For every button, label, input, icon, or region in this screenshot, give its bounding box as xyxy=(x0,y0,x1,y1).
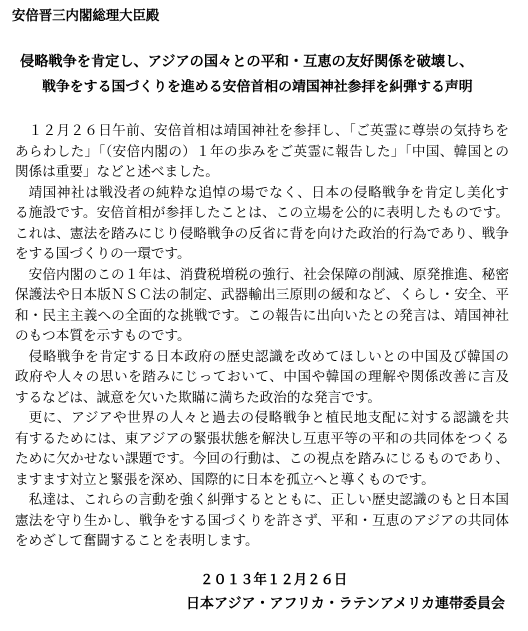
addressee: 安倍晋三内閣総理大臣殿 xyxy=(12,9,160,24)
body-line: これは、憲法を踏みにじり侵略戦争の反省に背を向けた政治的行為であり、戦争 xyxy=(15,225,509,242)
body-line: 更に、アジアや世界の人々と過去の侵略戦争と植民地支配に対する認識を共 xyxy=(28,410,509,426)
body-line: 侵略戦争を肯定する日本政府の歴史認識を改めてほしいとの中国及び韓国の xyxy=(28,348,509,365)
statement-body xyxy=(15,121,511,552)
body-line: をめざして奮闘することを表明します。 xyxy=(15,533,259,549)
paragraph-3 xyxy=(15,265,511,347)
body-line: するなどは、誠意を欠いた欺瞞に満ちた政治的な発言です。 xyxy=(15,389,381,406)
statement-title-line-1: 侵略戦争を肯定し、アジアの国々との平和・互恵の友好関係を破壊し、 xyxy=(20,54,474,70)
body-line: ますます対立と緊張を深め、国際的に日本を孤立へと導くものです。 xyxy=(15,471,435,488)
body-line: のもつ本質を示すものです。 xyxy=(15,328,191,344)
body-line: 有するためには、東アジアの緊張状態を解決し互恵平等の平和の共同体をつくる xyxy=(15,430,509,447)
body-line: る施設です。安倍首相が参拝したことは、この立場を公的に表明したものです。 xyxy=(15,205,509,221)
body-line: 保護法や日本版ＮＳＣ法の制定、武器輸出三原則の緩和など、くらし・安全、平 xyxy=(15,287,509,303)
body-line: 関係は重要」などと述べました。 xyxy=(15,164,219,180)
body-line: をする国づくりの一環です。 xyxy=(15,246,191,262)
body-line: あらわした」「（安倍内閣の）１年の歩みをご英霊に報告した」「中国、韓国との xyxy=(15,143,509,160)
signatory-organization: 日本アジア・アフリカ・ラテンアメリカ連帯委員会 xyxy=(186,596,506,612)
paragraph-5 xyxy=(15,408,511,490)
body-line: 靖国神社は戦没者の純粋な追悼の場でなく、日本の侵略戦争を肯定し美化す xyxy=(28,184,509,201)
statement-title-line-2: 戦争をする国づくりを進める安倍首相の靖国神社参拝を糾弾する声明 xyxy=(42,79,473,95)
body-line: １２月２６日午前、安倍首相は靖国神社を参拝し、「ご英霊に尊崇の気持ちを xyxy=(28,123,509,139)
body-line: 憲法を守り生かし、戦争をする国づくりを許さず、平和・互恵のアジアの共同体 xyxy=(15,512,509,529)
body-line: 政府や人々の思いを踏みにじっておいて、中国や韓国の理解や関係改善に言及 xyxy=(15,369,509,385)
body-line: 和・民主主義への全面的な挑戦です。この報告に出向いたとの発言は、靖国神社 xyxy=(15,307,509,324)
body-line: ために欠かせない課題です。今回の行動は、この視点を踏みにじるものであり、 xyxy=(15,451,509,467)
paragraph-1 xyxy=(15,121,511,183)
paragraph-2 xyxy=(15,183,511,265)
paragraph-4 xyxy=(15,347,511,409)
body-line: 私達は、これらの言動を強く糾弾するとともに、正しい歴史認識のもと日本国 xyxy=(28,492,509,508)
statement-date: ２０１３年１２月２６日 xyxy=(200,573,348,588)
paragraph-6 xyxy=(15,490,511,552)
body-line: 安倍内閣のこの１年は、消費税増税の強行、社会保障の削減、原発推進、秘密 xyxy=(28,266,509,283)
